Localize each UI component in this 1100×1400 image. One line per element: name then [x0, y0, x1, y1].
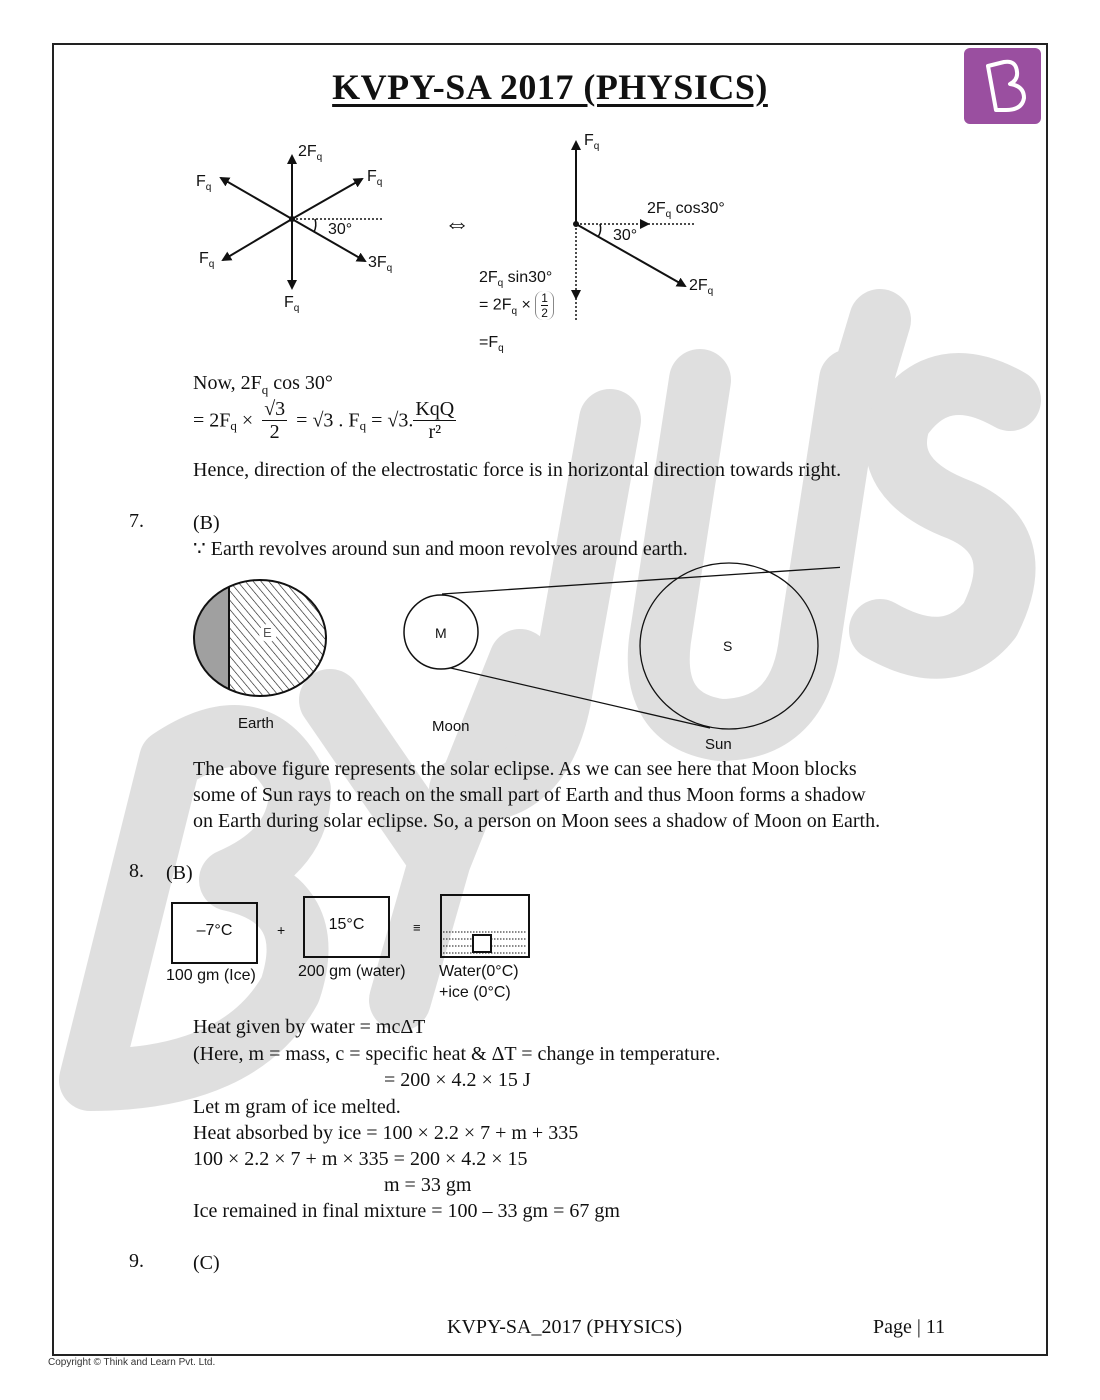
label-angle-30-right: 30°: [613, 227, 638, 244]
label-2fq-cos30: $2F_q$ cos30°: [647, 200, 725, 221]
q7-statement: ∵ Earth revolves around sun and moon revolves around earth.: [193, 538, 688, 560]
sun-letter: S: [723, 638, 733, 654]
q8-solution-line: 100 × 2.2 × 7 + m × 335 = 200 × 4.2 × 15: [193, 1148, 528, 1170]
q7-number: 7.: [129, 510, 144, 532]
water-temperature: 15°C: [328, 916, 365, 933]
q8-solution-line: (Here, m = mass, c = specific heat & ΔT = change in temperature.: [193, 1043, 721, 1065]
label-2fq-top: $2F_q$: [298, 143, 323, 164]
q8-answer: (B): [166, 862, 193, 884]
q8-solution-line: Heat given by water = mcΔT: [193, 1016, 426, 1038]
q8-solution-line: m = 33 gm: [384, 1174, 472, 1196]
earth-letter: E: [263, 625, 272, 640]
q8-solution-line: Let m gram of ice melted.: [193, 1096, 401, 1118]
b-logo-icon: [964, 48, 1041, 124]
label-fq-up: $F_q$: [584, 132, 600, 153]
label-angle-30-left: 30°: [328, 221, 353, 238]
q7-explanation-line: some of Sun rays to reach on the small part of Earth and thus Moon forms a shadow: [193, 784, 866, 806]
q6-line-equation: = $2F_q$ × $\frac{√3}{2}$ = √3 . $F_q = √3$. $\frac{\text{KqQ}}{\text{r²}}$: [193, 398, 455, 443]
equivalence-symbol: ⇔: [444, 208, 470, 238]
label-fq-upper-left: $F_q$: [196, 173, 212, 194]
q7-explanation-line: on Earth during solar eclipse. So, a person on Moon sees a shadow of Moon on Earth.: [193, 810, 881, 832]
mixture-label-line1: Water(0°C): [439, 963, 519, 980]
copyright-notice: Copyright © Think and Learn Pvt. Ltd.: [48, 1357, 216, 1368]
q9-answer: (C): [193, 1252, 220, 1274]
q7-explanation: [193, 756, 973, 834]
equivalent-symbol: ≡: [413, 920, 421, 935]
force-diagram-right: [560, 130, 720, 330]
label-fq-upper-right: $F_q$: [367, 168, 383, 189]
q8-solution-line: = 200 × 4.2 × 15 J: [384, 1069, 531, 1091]
water-mass-label: 200 gm (water): [298, 963, 406, 980]
mixture-label-line2: +ice (0°C): [439, 984, 511, 1001]
page-number: Page | 11: [873, 1316, 946, 1338]
ice-temperature: –7°C: [196, 922, 233, 939]
q7-explanation-line: The above figure represents the solar eclipse. As we can see here that Moon blocks: [193, 758, 857, 780]
label-2fq-times-half: = $2F_q$ × $\frac{1}{2}$: [479, 291, 554, 320]
label-equals-fq: $=F_q$: [479, 334, 504, 355]
page-title: KVPY-SA 2017 (PHYSICS): [332, 67, 768, 107]
label-2fq-sin30: $2F_q$ sin30°: [479, 269, 553, 290]
label-fq-bottom: $F_q$: [284, 294, 300, 315]
plus-symbol: +: [277, 922, 286, 938]
q6-conclusion: Hence, direction of the electrostatic force is in horizontal direction towards right.: [193, 459, 842, 481]
mixture-box: [440, 894, 532, 960]
byjus-logo: [964, 48, 1041, 124]
q8-number: 8.: [129, 860, 144, 882]
solar-eclipse-diagram: [180, 560, 840, 760]
moon-label: Moon: [432, 718, 470, 735]
footer-title: KVPY-SA_2017 (PHYSICS): [447, 1316, 683, 1338]
q6-line-now: Now, $2F_q$ cos 30°: [193, 372, 333, 397]
moon-letter: M: [435, 625, 447, 641]
label-2fq-diagonal: $2F_q$: [689, 277, 714, 298]
label-fq-lower-left: $F_q$: [199, 250, 215, 271]
sun-label: Sun: [705, 736, 732, 753]
label-3fq-lower-right: $3F_q$: [368, 254, 393, 275]
earth-label: Earth: [238, 715, 274, 732]
q8-solution-line: Ice remained in final mixture = 100 – 33 gm = 67 gm: [193, 1200, 620, 1222]
q8-solution-line: Heat absorbed by ice = 100 × 2.2 × 7 + m + 335: [193, 1122, 579, 1144]
ice-mass-label: 100 gm (Ice): [166, 967, 256, 984]
q7-answer: (B): [193, 512, 220, 534]
q9-number: 9.: [129, 1250, 144, 1272]
